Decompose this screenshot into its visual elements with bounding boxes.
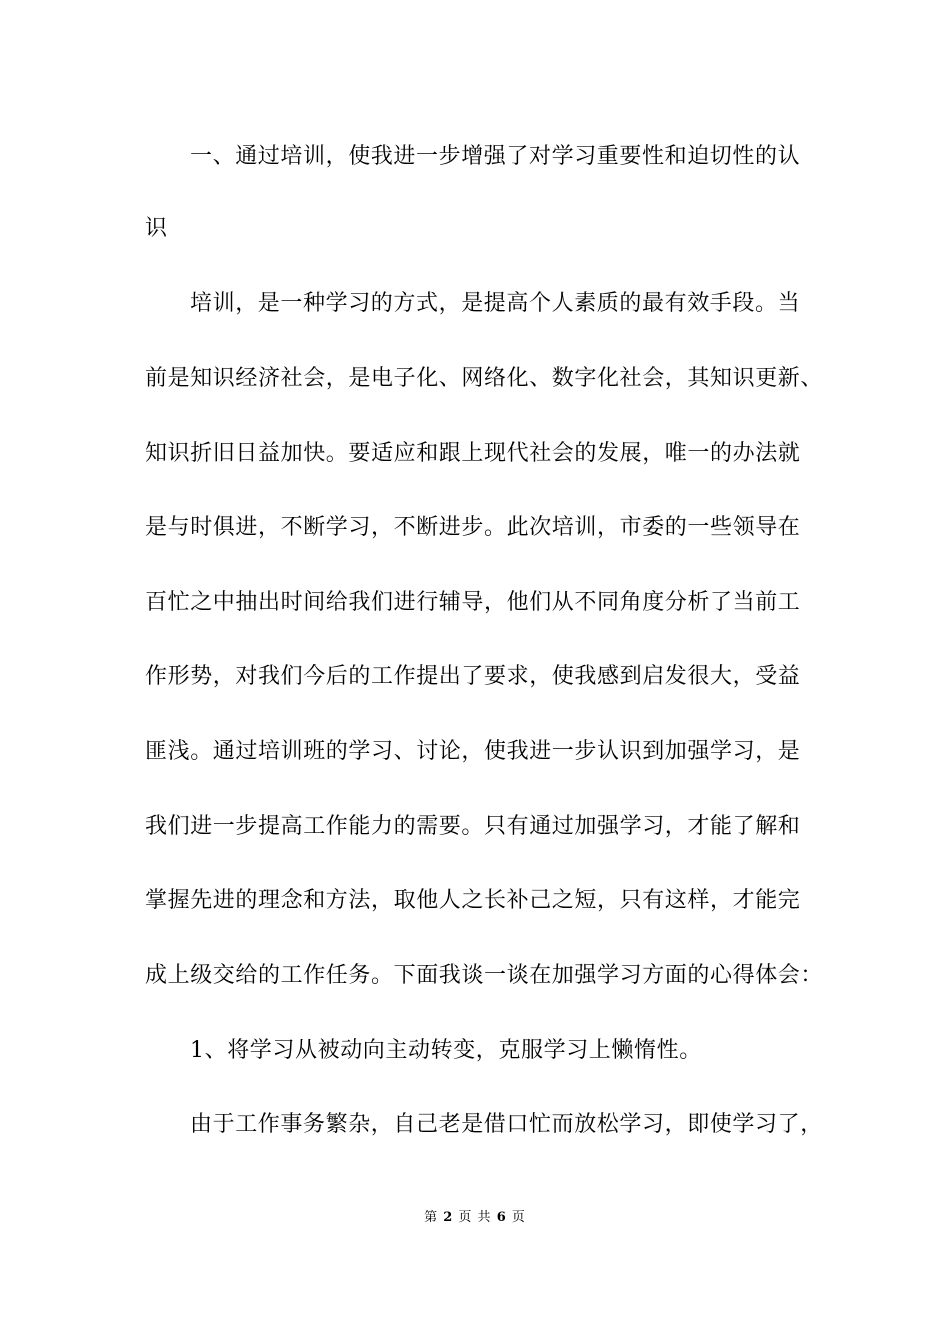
- footer-prefix: 第: [424, 1210, 439, 1225]
- paragraph-line: 匪浅。通过培训班的学习、讨论，使我进一步认识到加强学习，是: [145, 739, 801, 764]
- heading-line-2: 识: [145, 216, 168, 241]
- paragraph-line: 作形势，对我们今后的工作提出了要求，使我感到启发很大，受益: [145, 664, 801, 689]
- paragraph-line: 百忙之中抽出时间给我们进行辅导，他们从不同角度分析了当前工: [145, 590, 801, 615]
- footer-suffix: 页: [511, 1210, 526, 1225]
- footer-middle: 页 共: [458, 1210, 492, 1225]
- paragraph-line: 是与时俱进，不断学习，不断进步。此次培训，市委的一些领导在: [145, 515, 801, 540]
- paragraph-line: 我们进一步提高工作能力的需要。只有通过加强学习，才能了解和: [145, 814, 801, 839]
- page-footer: [0, 1206, 950, 1225]
- paragraph-line: 成上级交给的工作任务。下面我谈一谈在加强学习方面的心得体会：: [145, 963, 824, 988]
- heading-line-1: 一、通过培训，使我进一步增强了对学习重要性和迫切性的认: [190, 144, 801, 169]
- paragraph-line: 掌握先进的理念和方法，取他人之长补己之短，只有这样，才能完: [145, 888, 801, 913]
- paragraph-line: 由于工作事务繁杂，自己老是借口忙而放松学习，即使学习了，: [190, 1112, 823, 1137]
- footer-total-pages: 6: [496, 1210, 507, 1225]
- subheading-line: 1、将学习从被动向主动转变，克服学习上懒惰性。: [190, 1038, 702, 1063]
- paragraph-line: 知识折旧日益加快。要适应和跟上现代社会的发展，唯一的办法就: [145, 441, 801, 466]
- footer-current-page: 2: [443, 1210, 454, 1225]
- paragraph-line: 前是知识经济社会，是电子化、网络化、数字化社会，其知识更新、: [145, 366, 824, 391]
- paragraph-line: 培训，是一种学习的方式，是提高个人素质的最有效手段。当: [190, 291, 801, 316]
